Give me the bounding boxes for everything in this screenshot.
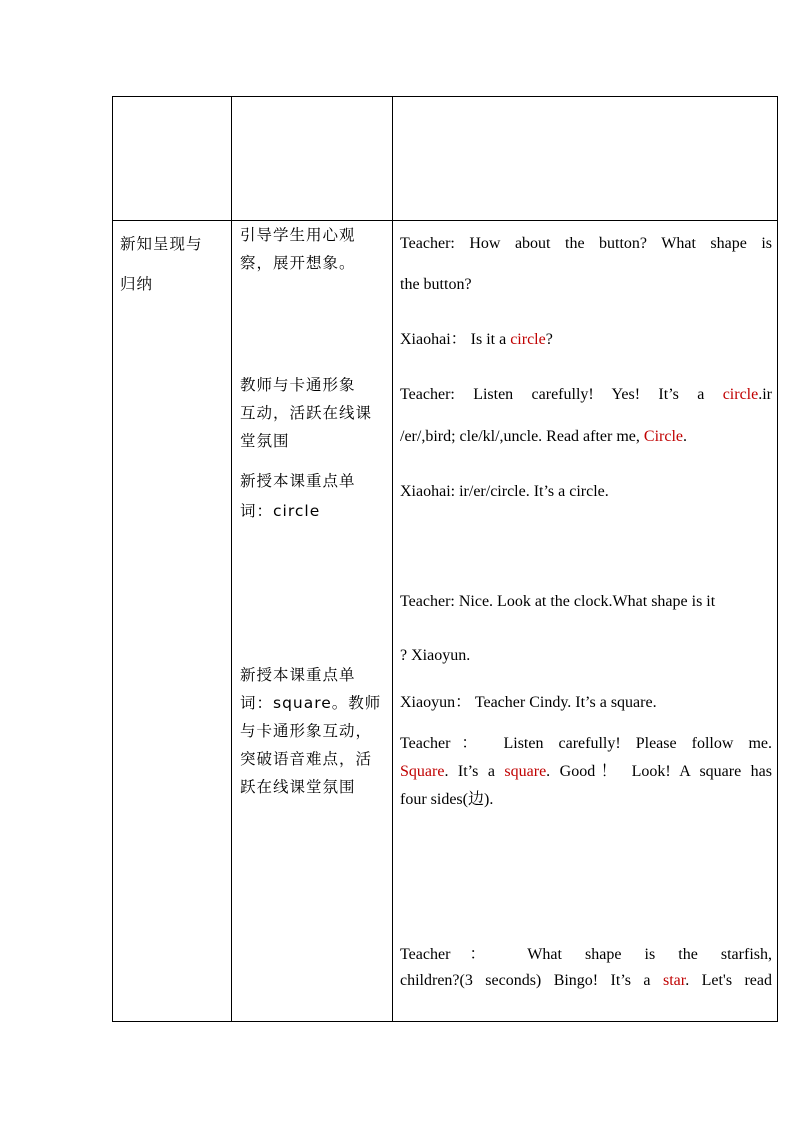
empty-cell xyxy=(232,97,393,221)
note-line: 引导学生用心观 xyxy=(240,226,356,244)
script-line: Teacher： What shape is the starfish, xyxy=(400,946,772,963)
lesson-plan-table xyxy=(112,96,778,1022)
script-line: ? Xiaoyun. xyxy=(400,647,471,664)
highlight-word: star xyxy=(662,972,686,989)
highlight-word: Square xyxy=(400,763,445,780)
empty-cell xyxy=(113,97,232,221)
script-line: children?(3 seconds) Bingo! It’s a star. Let's read xyxy=(400,972,773,989)
note-line: 跃在线课堂氛围 xyxy=(240,778,356,796)
notes-cell xyxy=(232,221,393,1022)
note-line: 新授本课重点单 xyxy=(240,666,356,684)
script-line: Square. It’s a square. Good！ Look! A square has xyxy=(400,763,772,780)
script-line: /er/,bird; cle/kl/,uncle. Read after me, Circle. xyxy=(400,428,687,445)
empty-cell xyxy=(393,97,778,221)
table-row xyxy=(113,221,778,1022)
script-line: Teacher: How about the button? What shape is xyxy=(400,235,772,252)
section-title-line: 归纳 xyxy=(120,275,154,293)
script-line: Xiaoyun： Teacher Cindy. It’s a square. xyxy=(400,694,657,711)
note-line: 察，展开想象。 xyxy=(240,254,356,272)
script-line: Teacher: Listen carefully! Yes! It’s a circle.ir xyxy=(400,386,772,403)
script-line: Xiaohai： Is it a circle? xyxy=(400,331,553,348)
highlight-word: square xyxy=(504,763,547,780)
highlight-word: circle xyxy=(722,386,759,403)
script-cell xyxy=(393,221,778,1022)
script-line: the button? xyxy=(400,276,472,293)
note-line: 堂氛围 xyxy=(240,432,290,450)
highlight-word: Circle xyxy=(643,428,683,445)
note-line: 词：square。教师 xyxy=(240,694,382,712)
script-line: Teacher: Nice. Look at the clock.What shape is it xyxy=(400,593,716,610)
note-line: 新授本课重点单 xyxy=(240,472,356,490)
note-line: 互动，活跃在线课 xyxy=(240,404,373,422)
note-line: 与卡通形象互动， xyxy=(240,722,373,740)
section-cell xyxy=(113,221,232,1022)
script-line: four sides(边). xyxy=(400,791,494,808)
note-line: 教师与卡通形象 xyxy=(240,376,356,394)
script-line: Teacher： Listen carefully! Please follow me. xyxy=(400,735,772,752)
section-title-line: 新知呈现与 xyxy=(120,235,203,253)
script-line: Xiaohai: ir/er/circle. It’s a circle. xyxy=(400,483,609,500)
note-line: 突破语音难点，活 xyxy=(240,750,373,768)
table-row xyxy=(113,97,778,221)
highlight-word: circle xyxy=(510,331,546,348)
note-line: 词：circle xyxy=(240,502,321,520)
